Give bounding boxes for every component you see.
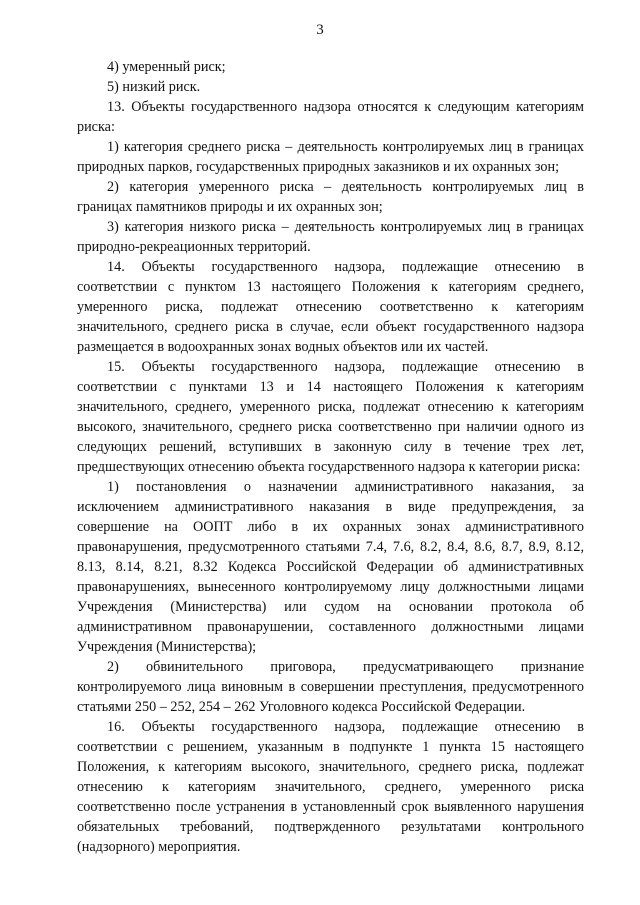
paragraph-13-2: 2) категория умеренного риска – деятельность контролируемых лиц в границах памятников природы и их охранных зон;: [77, 179, 584, 215]
paragraph-16: 16. Объекты государственного надзора, подлежащие отнесению в соответствии с решением, указанным в подпункте 1 пункта 15 настоящего Положения, к категориям высокого, значительного, среднего риска, подлежат отнесению к категориям значительного, среднего, умеренного риска соответственно после устранения в установленный срок выявленного нарушения обязательных требований, подтвержденного результатами контрольного (надзорного) мероприятия.: [77, 719, 584, 855]
paragraph-item-4: 4) умеренный риск;: [107, 59, 226, 75]
paragraph-15-1: 1) постановления о назначении административного наказания, за исключением административного наказания в виде предупреждения, за совершение на ООПТ либо в их охранных зонах административного правонарушения, предусмотренного статьями 7.4, 7.6, 8.2, 8.4, 8.6, 8.7, 8.9, 8.12, 8.13, 8.14, 8.21, 8.32 Кодекса Российской Федерации об административных правонарушениях, вынесенного контролируемому лицу должностными лицами Учреждения (Министерства) или судом на основании протокола об административном правонарушении, составленного должностными лицами Учреждения (Министерства);: [77, 479, 584, 655]
paragraph-item-5: 5) низкий риск.: [107, 79, 201, 95]
paragraph-15-2: 2) обвинительного приговора, предусматривающего признание контролируемого лица виновным в совершении преступления, предусмотренного статьями 250 – 252, 254 – 262 Уголовного кодекса Российской Федерации.: [77, 659, 584, 715]
paragraph-13-3: 3) категория низкого риска – деятельность контролируемых лиц в границах природно-рекреационных территорий.: [77, 219, 584, 255]
paragraph-13: 13. Объекты государственного надзора относятся к следующим категориям риска:: [77, 99, 584, 135]
paragraph-13-1: 1) категория среднего риска – деятельность контролируемых лиц в границах природных парков, государственных природных заказников и их охранных зон;: [77, 139, 584, 175]
paragraph-14: 14. Объекты государственного надзора, подлежащие отнесению в соответствии с пунктом 13 настоящего Положения к категориям среднего, умеренного риска, подлежат отнесению соответственно к категориям значительного, среднего риска в случае, если объект государственного надзора размещается в водоохранных зонах водных объектов или их частей.: [77, 259, 584, 355]
page-number: 3: [316, 22, 324, 38]
document-body: [77, 57, 584, 857]
paragraph-15: 15. Объекты государственного надзора, подлежащие отнесению в соответствии с пунктами 13 и 14 настоящего Положения к категориям значительного, среднего, умеренного риска, подлежат отнесению к категориям высокого, значительного, среднего риска соответственно при наличии одного из следующих решений, вступивших в законную силу в течение трех лет, предшествующих отнесению объекта государственного надзора к категории риска:: [77, 359, 584, 475]
